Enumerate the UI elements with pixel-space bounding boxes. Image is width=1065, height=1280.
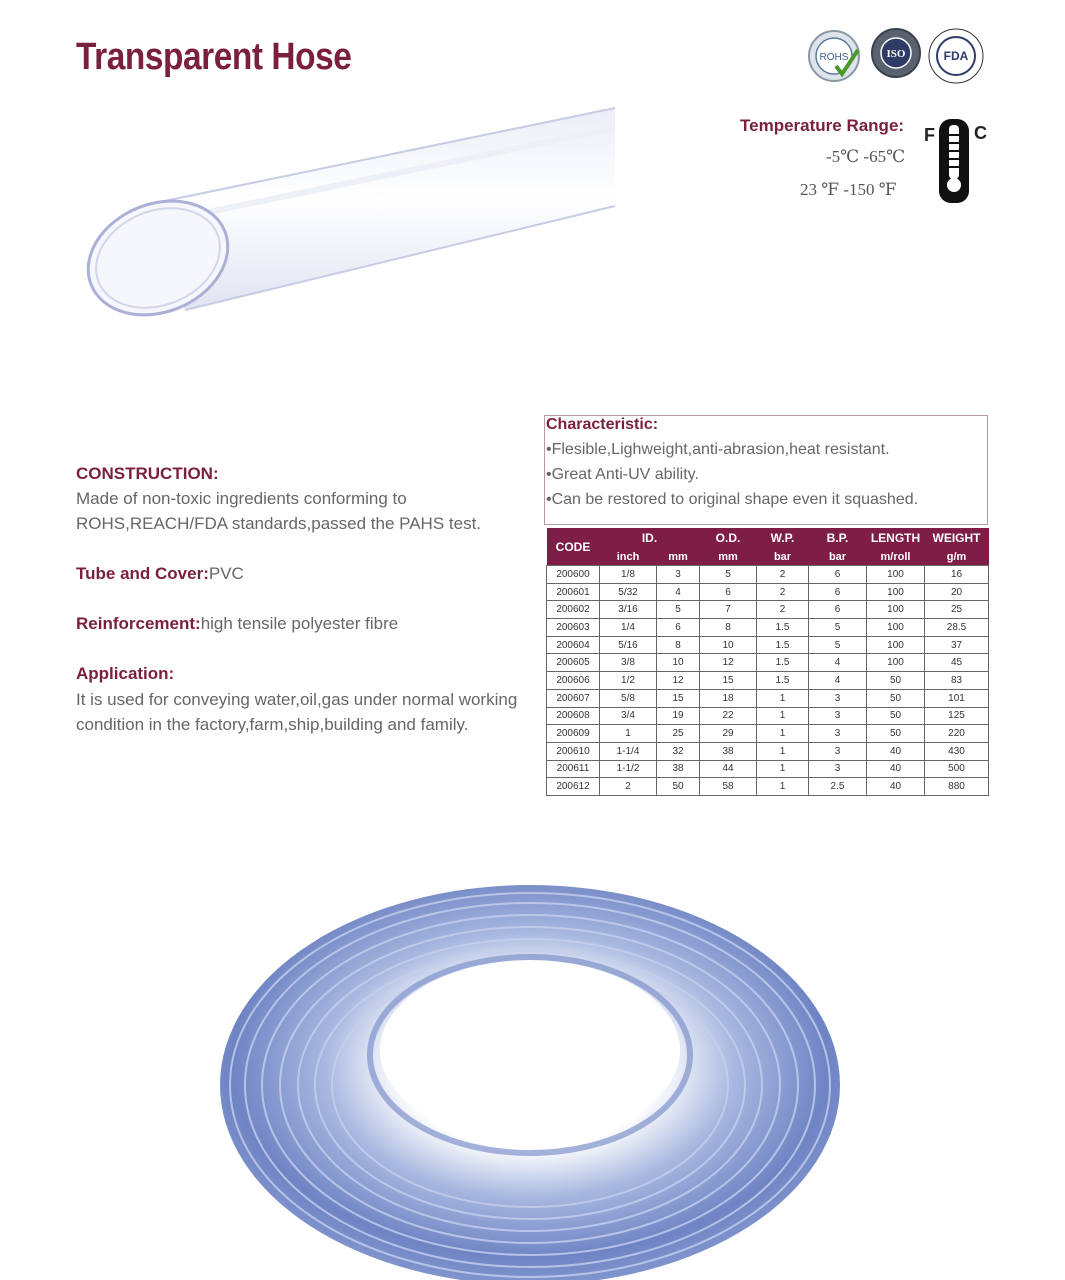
table-cell: 3	[809, 742, 867, 760]
table-cell: 3	[809, 689, 867, 707]
table-cell: 1	[757, 707, 809, 725]
table-cell: 25	[925, 601, 989, 619]
table-cell: 3/4	[600, 707, 657, 725]
tube-cover-label: Tube and Cover:	[76, 564, 209, 583]
header-wp: W.P.	[757, 528, 809, 548]
table-cell: 3/8	[600, 654, 657, 672]
subheader-bp: bar	[809, 548, 867, 566]
table-cell: 8	[657, 636, 700, 654]
table-cell: 200605	[547, 654, 600, 672]
table-cell: 1	[757, 742, 809, 760]
table-cell: 28.5	[925, 619, 989, 637]
table-cell: 200603	[547, 619, 600, 637]
hose-coil-image	[210, 850, 850, 1280]
iso-label: ISO	[886, 48, 906, 60]
table-cell: 4	[809, 672, 867, 690]
table-cell: 200606	[547, 672, 600, 690]
table-cell: 1.5	[757, 654, 809, 672]
table-cell: 19	[657, 707, 700, 725]
table-cell: 50	[867, 707, 925, 725]
table-cell: 1-1/4	[600, 742, 657, 760]
table-cell: 100	[867, 583, 925, 601]
table-cell: 200611	[547, 760, 600, 778]
table-cell: 220	[925, 725, 989, 743]
subheader-id-inch: inch	[600, 548, 657, 566]
table-cell: 3	[809, 725, 867, 743]
table-cell: 45	[925, 654, 989, 672]
header-weight: WEIGHT	[925, 528, 989, 548]
table-cell: 100	[867, 636, 925, 654]
iso-badge-icon	[872, 29, 920, 77]
characteristic-title: Characteristic:	[546, 416, 659, 433]
table-cell: 32	[657, 742, 700, 760]
table-cell: 38	[657, 760, 700, 778]
subheader-wp: bar	[757, 548, 809, 566]
table-cell: 6	[809, 566, 867, 584]
table-cell: 50	[867, 672, 925, 690]
table-row	[547, 583, 989, 601]
table-cell: 5/8	[600, 689, 657, 707]
table-cell: 4	[809, 654, 867, 672]
table-cell: 5	[657, 601, 700, 619]
table-cell: 125	[925, 707, 989, 725]
table-cell: 40	[867, 742, 925, 760]
table-cell: 200600	[547, 566, 600, 584]
table-cell: 29	[700, 725, 757, 743]
thermometer-icon	[922, 115, 992, 207]
table-row	[547, 725, 989, 743]
table-cell: 1	[757, 725, 809, 743]
subheader-weight: g/m	[925, 548, 989, 566]
construction-title: CONSTRUCTION:	[76, 464, 219, 483]
table-cell: 1	[757, 689, 809, 707]
table-row	[547, 636, 989, 654]
table-cell: 100	[867, 619, 925, 637]
rohs-badge-icon	[809, 31, 859, 81]
temperature-fahrenheit: 23 ℉ -150 ℉	[800, 180, 897, 199]
table-cell: 1	[757, 760, 809, 778]
table-cell: 880	[925, 778, 989, 796]
table-cell: 5	[700, 566, 757, 584]
table-cell: 1	[757, 778, 809, 796]
table-cell: 38	[700, 742, 757, 760]
table-cell: 200602	[547, 601, 600, 619]
table-row	[547, 654, 989, 672]
header-od: O.D.	[700, 528, 757, 548]
table-cell: 1.5	[757, 636, 809, 654]
table-cell: 10	[657, 654, 700, 672]
table-cell: 1.5	[757, 672, 809, 690]
table-cell: 50	[657, 778, 700, 796]
table-cell: 12	[657, 672, 700, 690]
application-text: It is used for conveying water,oil,gas under normal working condition in the factory,farm,ship,building and family.	[76, 690, 518, 734]
table-row	[547, 778, 989, 796]
table-cell: 5/16	[600, 636, 657, 654]
table-cell: 6	[809, 583, 867, 601]
table-cell: 100	[867, 654, 925, 672]
table-cell: 83	[925, 672, 989, 690]
reinforcement-label: Reinforcement:	[76, 614, 201, 633]
table-row	[547, 707, 989, 725]
table-cell: 2	[757, 601, 809, 619]
table-cell: 10	[700, 636, 757, 654]
table-cell: 3/16	[600, 601, 657, 619]
table-cell: 15	[700, 672, 757, 690]
specification-table	[546, 528, 989, 796]
characteristic-item: •Great Anti-UV ability.	[546, 466, 699, 483]
table-cell: 50	[867, 689, 925, 707]
characteristic-item: •Flesible,Lighweight,anti-abrasion,heat resistant.	[546, 441, 890, 458]
table-cell: 430	[925, 742, 989, 760]
table-cell: 37	[925, 636, 989, 654]
table-row	[547, 601, 989, 619]
table-cell: 4	[657, 583, 700, 601]
certification-badges	[806, 20, 991, 90]
header-code: CODE	[547, 528, 600, 566]
table-cell: 16	[925, 566, 989, 584]
table-cell: 1/8	[600, 566, 657, 584]
header-length: LENGTH	[867, 528, 925, 548]
table-cell: 1	[600, 725, 657, 743]
transparent-tube-image	[80, 100, 625, 330]
table-cell: 6	[700, 583, 757, 601]
table-cell: 2	[757, 566, 809, 584]
characteristic-item: •Can be restored to original shape even it squashed.	[546, 491, 919, 508]
table-cell: 12	[700, 654, 757, 672]
table-row	[547, 760, 989, 778]
table-cell: 1.5	[757, 619, 809, 637]
table-cell: 1-1/2	[600, 760, 657, 778]
table-cell: 20	[925, 583, 989, 601]
table-cell: 101	[925, 689, 989, 707]
temperature-celsius: -5℃ -65℃	[826, 147, 906, 166]
table-cell: 7	[700, 601, 757, 619]
table-cell: 200604	[547, 636, 600, 654]
table-cell: 200601	[547, 583, 600, 601]
table-cell: 200612	[547, 778, 600, 796]
table-cell: 3	[809, 760, 867, 778]
table-cell: 2.5	[809, 778, 867, 796]
construction-text: Made of non-toxic ingredients conforming to ROHS,REACH/FDA standards,passed the PAHS test.	[76, 489, 482, 533]
table-cell: 22	[700, 707, 757, 725]
table-cell: 40	[867, 760, 925, 778]
table-cell: 15	[657, 689, 700, 707]
table-cell: 3	[657, 566, 700, 584]
table-cell: 50	[867, 725, 925, 743]
table-cell: 18	[700, 689, 757, 707]
unit-c-label: C	[974, 123, 987, 143]
table-cell: 58	[700, 778, 757, 796]
table-row	[547, 689, 989, 707]
header-bp: B.P.	[809, 528, 867, 548]
table-row	[547, 742, 989, 760]
table-row	[547, 566, 989, 584]
fda-badge-icon	[929, 29, 983, 83]
table-cell: 1/2	[600, 672, 657, 690]
tube-cover-line	[76, 564, 244, 584]
table-cell: 5	[809, 619, 867, 637]
reinforcement-value: high tensile polyester fibre	[200, 614, 399, 633]
table-cell: 2	[757, 583, 809, 601]
table-cell: 25	[657, 725, 700, 743]
subheader-length: m/roll	[867, 548, 925, 566]
table-cell: 44	[700, 760, 757, 778]
table-cell: 8	[700, 619, 757, 637]
table-row	[547, 619, 989, 637]
unit-f-label: F	[924, 125, 935, 145]
table-cell: 200607	[547, 689, 600, 707]
table-cell: 40	[867, 778, 925, 796]
subheader-od: mm	[700, 548, 757, 566]
fda-label: FDA	[943, 49, 969, 63]
table-cell: 5/32	[600, 583, 657, 601]
table-cell: 100	[867, 566, 925, 584]
table-cell: 100	[867, 601, 925, 619]
table-cell: 6	[809, 601, 867, 619]
table-cell: 200609	[547, 725, 600, 743]
table-cell: 500	[925, 760, 989, 778]
tube-cover-value: PVC	[208, 564, 244, 583]
subheader-id-mm: mm	[657, 548, 700, 566]
table-cell: 5	[809, 636, 867, 654]
table-cell: 2	[600, 778, 657, 796]
application-title: Application:	[76, 664, 175, 683]
table-cell: 200610	[547, 742, 600, 760]
temperature-range-label: Temperature Range:	[740, 116, 905, 135]
table-cell: 200608	[547, 707, 600, 725]
page-title: Transparent Hose	[76, 36, 352, 78]
header-id: ID.	[600, 528, 700, 548]
table-cell: 3	[809, 707, 867, 725]
table-row	[547, 672, 989, 690]
table-cell: 1/4	[600, 619, 657, 637]
table-cell: 6	[657, 619, 700, 637]
reinforcement-line	[76, 614, 398, 634]
rohs-label: ROHS	[819, 52, 849, 63]
